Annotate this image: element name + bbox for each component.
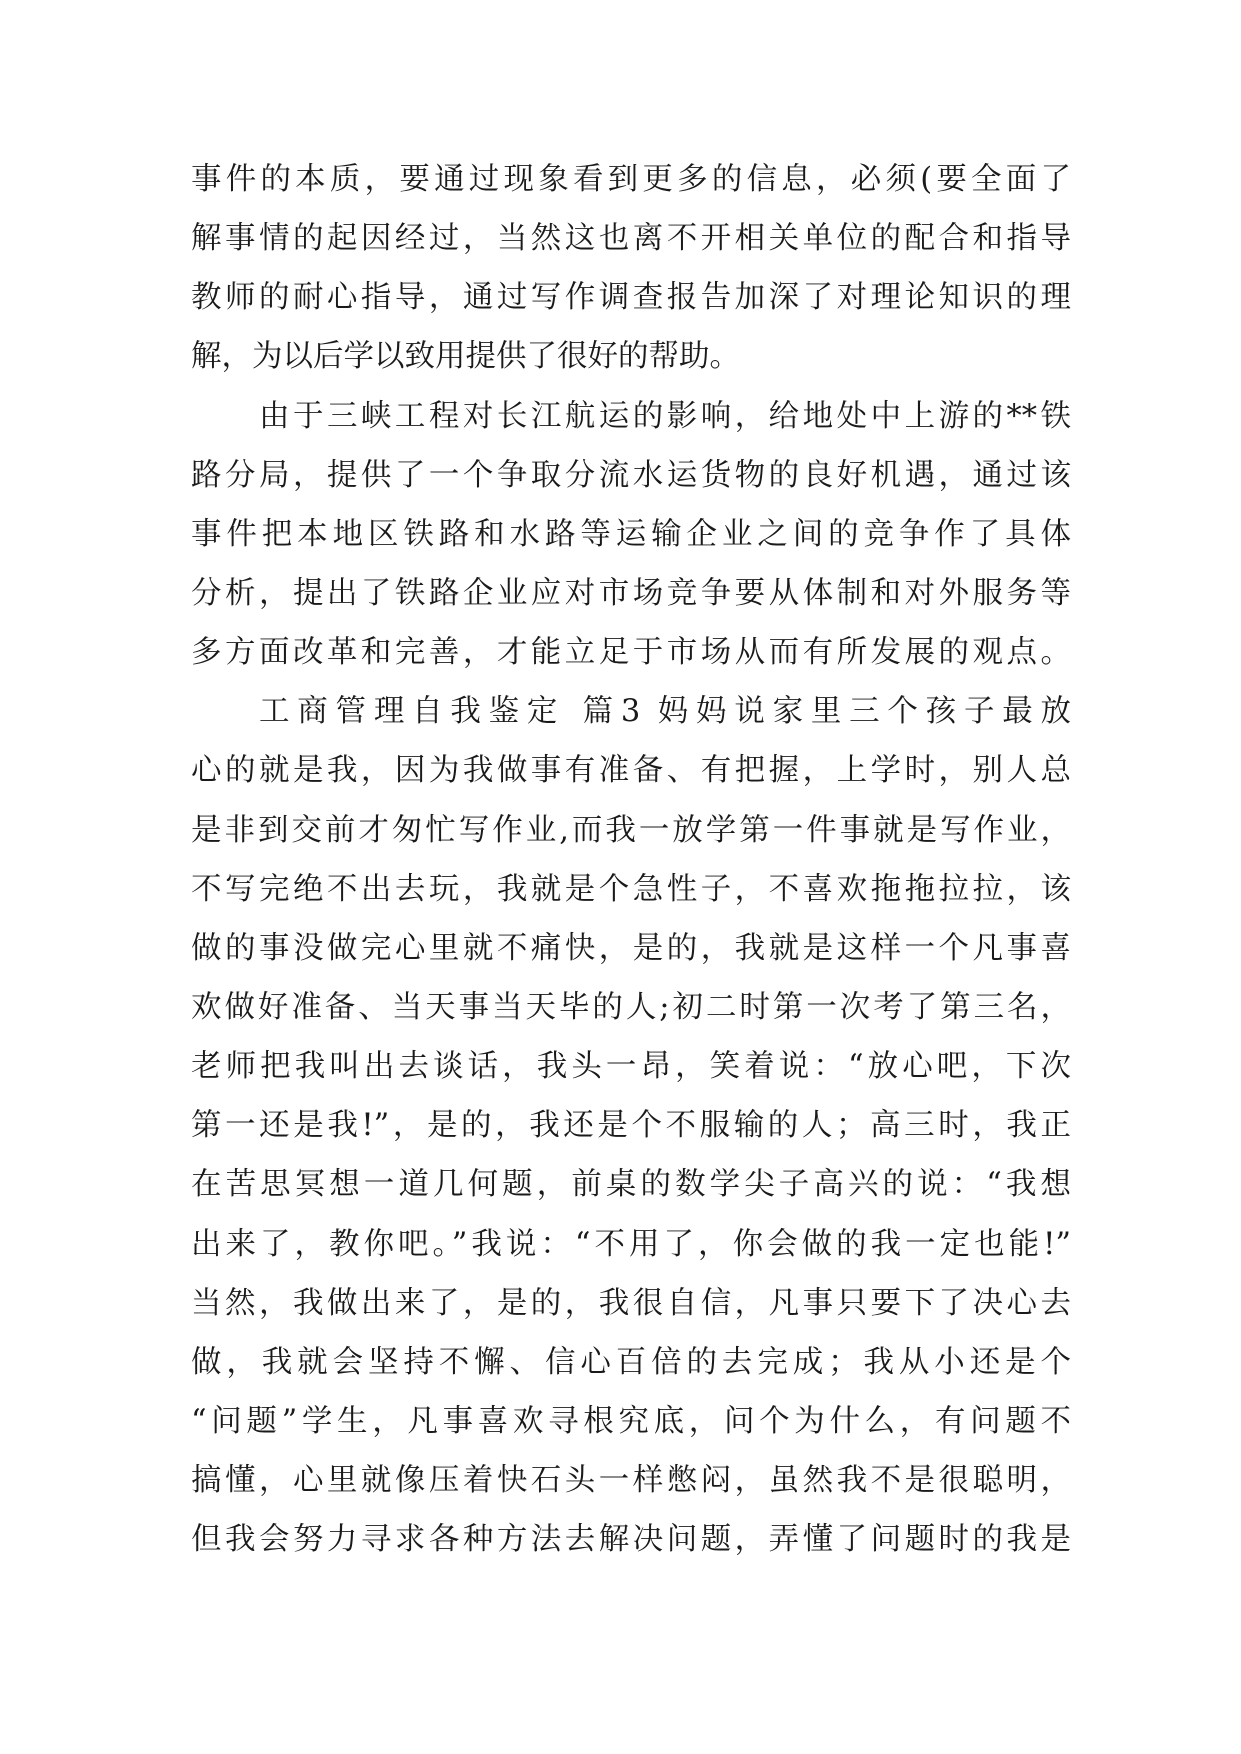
text-line: 出来了，教你吧。”我说：“不用了，你会做的我一定也能!”	[191, 1226, 1071, 1262]
text-line: 多方面改革和完善，才能立足于市场从而有所发展的观点。	[191, 635, 1071, 671]
text-line: 解事情的起因经过，当然这也离不开相关单位的配合和指导	[191, 221, 1071, 257]
text-line: “问题”学生，凡事喜欢寻根究底，问个为什么，有问题不	[191, 1403, 1071, 1439]
text-line: 由于三峡工程对长江航运的影响，给地处中上游的**铁	[259, 398, 1071, 434]
text-line: 欢做好准备、当天事当天毕的人;初二时第一次考了第三名，	[191, 989, 1071, 1025]
text-line: 当然，我做出来了，是的，我很自信，凡事只要下了决心去	[191, 1285, 1071, 1321]
text-line: 老师把我叫出去谈话，我头一昂，笑着说：“放心吧，下次	[191, 1049, 1071, 1085]
text-line: 做，我就会坚持不懈、信心百倍的去完成；我从小还是个	[191, 1344, 1071, 1380]
text-line: 事件的本质，要通过现象看到更多的信息，必须(要全面了	[191, 162, 1071, 197]
body-text	[191, 150, 1071, 1569]
section-heading-line: 工商管理自我鉴定 篇3 妈妈说家里三个孩子最放	[259, 694, 1071, 730]
text-line: 做的事没做完心里就不痛快，是的，我就是这样一个凡事喜	[191, 930, 1071, 966]
text-line: 事件把本地区铁路和水路等运输企业之间的竞争作了具体	[191, 516, 1071, 552]
text-line: 搞懂，心里就像压着快石头一样憋闷，虽然我不是很聪明，	[191, 1463, 1071, 1499]
text-line: 是非到交前才匆忙写作业,而我一放学第一件事就是写作业，	[191, 812, 1071, 848]
text-line: 但我会努力寻求各种方法去解决问题，弄懂了问题时的我是	[191, 1522, 1071, 1558]
text-line: 教师的耐心指导，通过写作调查报告加深了对理论知识的理	[191, 280, 1071, 316]
text-line: 路分局，提供了一个争取分流水运货物的良好机遇，通过该	[191, 457, 1071, 493]
text-line: 不写完绝不出去玩，我就是个急性子，不喜欢拖拖拉拉，该	[191, 871, 1071, 907]
text-line: 心的就是我，因为我做事有准备、有把握，上学时，别人总	[191, 753, 1071, 789]
text-line: 分析，提出了铁路企业应对市场竞争要从体制和对外服务等	[191, 575, 1071, 611]
text-line: 解，为以后学以致用提供了很好的帮助。	[191, 339, 740, 375]
text-line: 在苦思冥想一道几何题，前桌的数学尖子高兴的说：“我想	[191, 1167, 1071, 1203]
text-line: 第一还是我!”，是的，我还是个不服输的人；高三时，我正	[191, 1108, 1071, 1144]
